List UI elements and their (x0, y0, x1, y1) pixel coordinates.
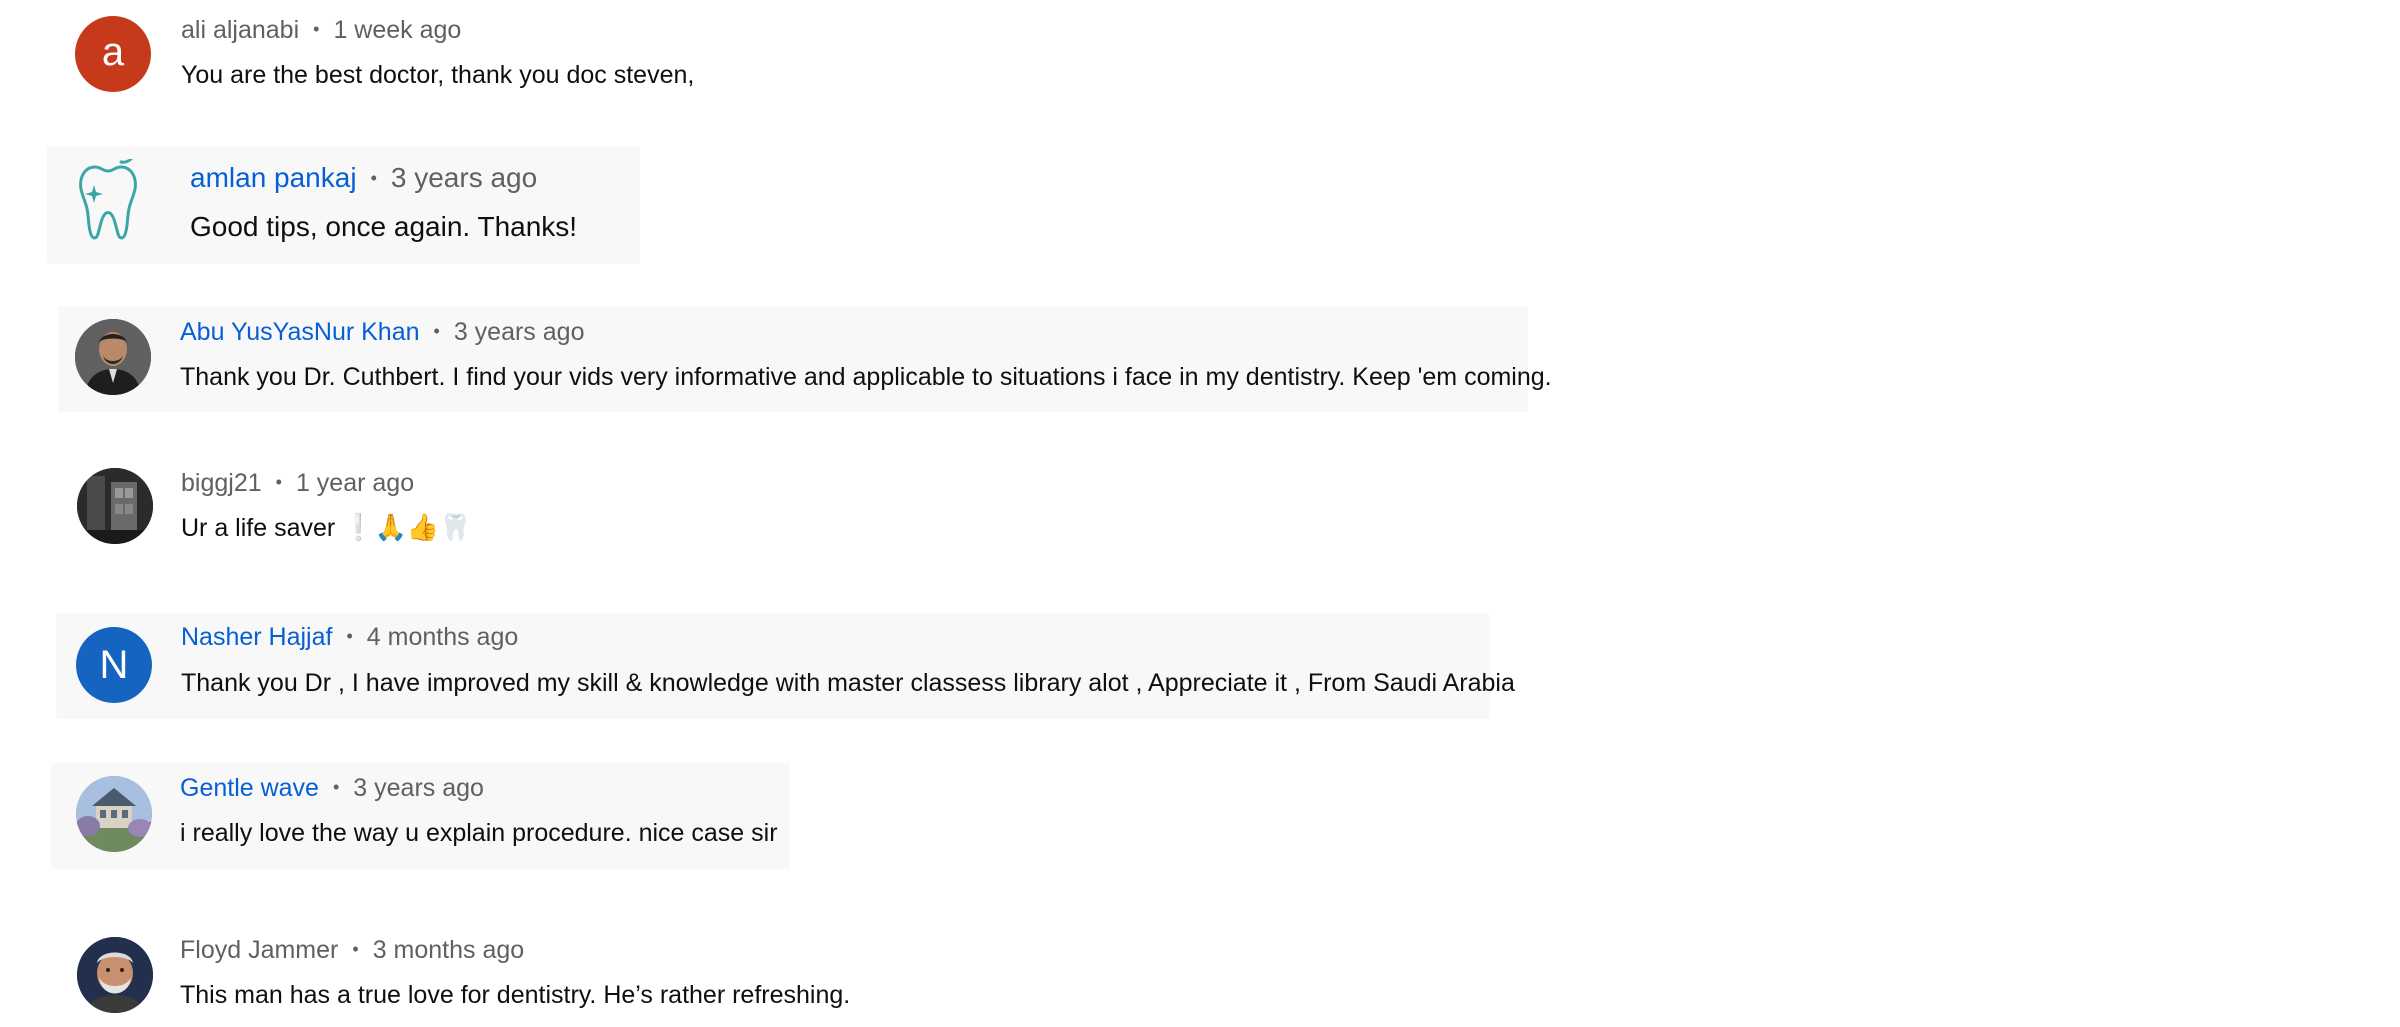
comment-timestamp[interactable]: 3 years ago (353, 774, 484, 802)
bearded-man-photo-icon (77, 937, 153, 1013)
comment-text-container (181, 512, 472, 544)
author-name[interactable]: Abu YusYasNur Khan (180, 318, 420, 346)
avatar-letter: a (101, 29, 125, 74)
dark-photo-icon (77, 468, 153, 544)
tooth-icon (75, 159, 151, 241)
avatar[interactable] (76, 776, 152, 852)
avatar[interactable] (77, 937, 153, 1013)
avatar[interactable] (75, 162, 151, 238)
comment-timestamp[interactable]: 4 months ago (366, 623, 519, 651)
author-name[interactable]: biggj21 (181, 469, 262, 497)
separator-dot: • (313, 19, 320, 39)
comment-text: Thank you Dr. Cuthbert. I find your vids very informative and applicable to situations i face in my dentistry. Keep 'em coming. (180, 363, 1552, 391)
comment (0, 0, 720, 110)
separator-dot: • (332, 777, 340, 797)
separator-dot: • (346, 626, 353, 646)
comment-text: You are the best doctor, thank you doc steven, (181, 61, 695, 89)
comment-text: Thank you Dr , I have improved my skill & knowledge with master classess library alot , Appreciate it , From Saudi Arabia (181, 669, 1515, 697)
emoji-group: ❕🙏👍🦷 (342, 513, 472, 543)
comment (51, 763, 790, 869)
comment-header (180, 935, 524, 967)
comment-timestamp[interactable]: 3 years ago (453, 318, 585, 346)
comment-timestamp[interactable]: 3 months ago (372, 936, 525, 964)
comment (0, 460, 720, 570)
comment (47, 146, 640, 264)
comment-header (181, 15, 461, 47)
comment-text: Ur a life saver (181, 514, 336, 542)
author-name[interactable]: Floyd Jammer (180, 936, 339, 964)
avatar[interactable] (75, 319, 151, 395)
avatar[interactable] (77, 468, 153, 544)
comment (0, 920, 900, 1027)
comment-timestamp[interactable]: 1 year ago (295, 469, 415, 497)
comment-header (190, 161, 537, 198)
avatar[interactable] (76, 627, 152, 703)
author-name[interactable]: ali aljanabi (181, 16, 300, 44)
comment-timestamp[interactable]: 3 years ago (390, 162, 538, 193)
comment-header (180, 773, 484, 805)
comment-timestamp[interactable]: 1 week ago (333, 16, 462, 44)
comment-header (181, 468, 414, 500)
separator-dot: • (433, 321, 440, 341)
author-name[interactable]: Nasher Hajjaf (181, 623, 333, 651)
avatar[interactable] (75, 16, 151, 92)
comment (58, 306, 1552, 412)
separator-dot: • (352, 939, 359, 959)
comment-header (180, 317, 584, 349)
author-name[interactable]: Gentle wave (180, 774, 319, 802)
comment-header (181, 622, 518, 654)
separator-dot: • (370, 168, 377, 188)
castle-photo-icon (76, 776, 152, 852)
comment (56, 613, 1515, 719)
person-photo-icon (75, 319, 151, 395)
avatar-letter: N (99, 642, 129, 687)
comment-text: This man has a true love for dentistry. He’s rather refreshing. (180, 981, 851, 1009)
comment-text: Good tips, once again. Thanks! (190, 211, 578, 242)
separator-dot: • (275, 472, 282, 492)
comment-text: i really love the way u explain procedure. nice case sir (180, 819, 778, 847)
author-name[interactable]: amlan pankaj (190, 162, 357, 193)
